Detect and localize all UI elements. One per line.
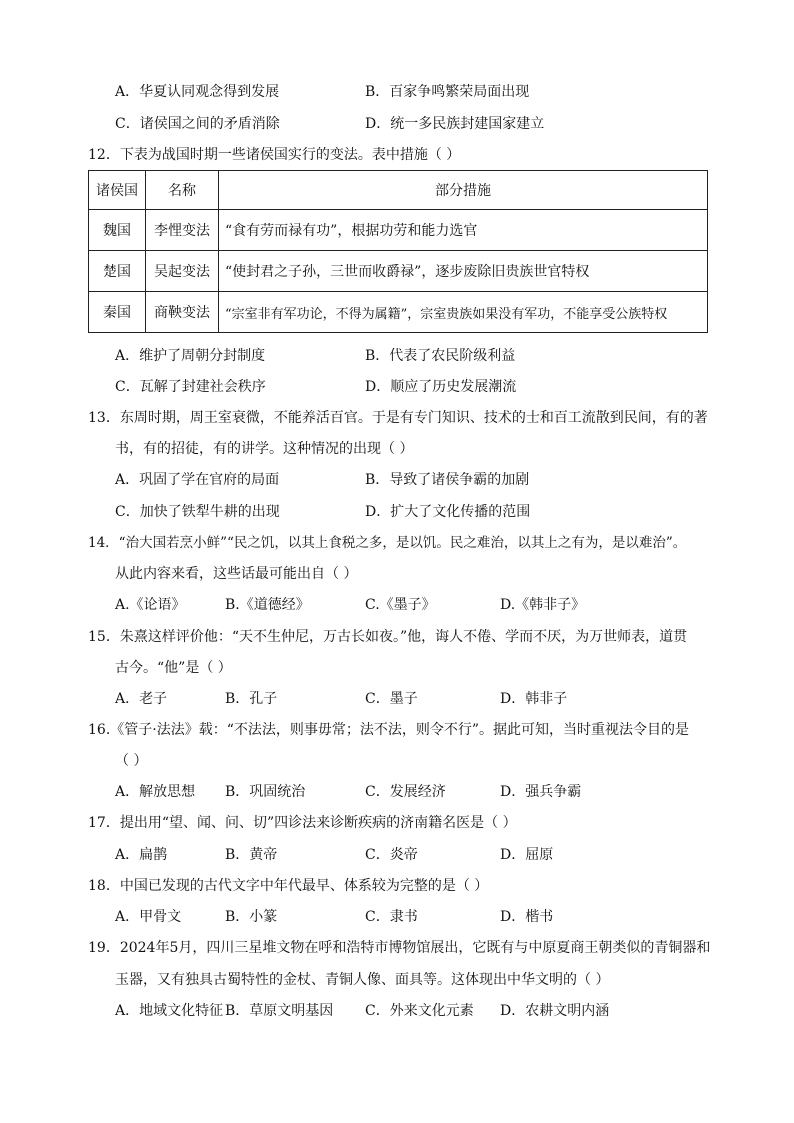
q18-option-d: D．楷书 (500, 909, 554, 925)
q13-option-b: B．导致了诸侯争霸的加剧 (365, 472, 530, 488)
q16-stem-line1: 16.《管子·法法》载：“不法法，则事毋常；法不法，则令不行”。据此可知，当时重视法令目的是 (88, 722, 690, 738)
q14-stem-line2: 从此内容来看，这些话最可能出自（ ） (115, 566, 358, 582)
q18-option-c: C．隶书 (365, 909, 418, 925)
q16-stem-line2: （ ） (115, 753, 148, 769)
table-cell: “食有劳而禄有功”，根据功劳和能力选官 (219, 210, 708, 251)
reform-table (88, 170, 708, 333)
table-header-state: 诸侯国 (89, 171, 146, 210)
q19-option-b: B．草原文明基因 (225, 1003, 334, 1019)
table-cell: 李悝变法 (146, 210, 219, 251)
q18-option-a: A．甲骨文 (115, 909, 182, 925)
q14-stem-line1: 14．“治大国若烹小鲜”“民之饥，以其上食税之多，是以饥。民之难治，以其上之有为，是以难治”。 (88, 535, 687, 551)
q17-option-b: B．黄帝 (225, 847, 278, 863)
q13-option-d: D．扩大了文化传播的范围 (365, 504, 531, 520)
q17-option-c: C．炎帝 (365, 847, 418, 863)
q16-option-b: B．巩固统治 (225, 784, 306, 800)
q15-stem-line2: 古今。“他”是（ ） (115, 660, 232, 676)
table-cell: 商鞅变法 (146, 292, 219, 333)
q11-option-b: B．百家争鸣繁荣局面出现 (365, 84, 530, 100)
q11-option-c: C．诸侯国之间的矛盾消除 (115, 116, 280, 132)
table-cell: 楚国 (89, 251, 146, 292)
q15-option-d: D．韩非子 (500, 691, 568, 707)
q17-option-a: A．扁鹊 (115, 847, 168, 863)
q15-stem-line1: 15．朱熹这样评价他：“天不生仲尼，万古长如夜。”他，诲人不倦、学而不厌，为万世师表，道贯 (88, 629, 688, 645)
table-header-row (89, 171, 708, 210)
table-cell: 秦国 (89, 292, 146, 333)
q18-option-b: B．小篆 (225, 909, 278, 925)
q12-option-d: D．顺应了历史发展潮流 (365, 379, 517, 395)
q17-option-d: D．屈原 (500, 847, 554, 863)
q14-option-b: B.《道德经》 (225, 597, 310, 613)
q16-option-a: A．解放思想 (115, 784, 196, 800)
q12-stem: 12．下表为战国时期一些诸侯国实行的变法。表中措施（ ） (88, 147, 461, 163)
q19-option-d: D．农耕文明内涵 (500, 1003, 610, 1019)
table-row (89, 251, 708, 292)
q12-option-a: A．维护了周朝分封制度 (115, 348, 266, 364)
table-cell: 吴起变法 (146, 251, 219, 292)
q14-option-d: D.《韩非子》 (500, 597, 586, 613)
table-cell: 魏国 (89, 210, 146, 251)
q11-option-d: D．统一多民族封建国家建立 (365, 116, 545, 132)
q16-option-d: D．强兵争霸 (500, 784, 582, 800)
table-cell: “宗室非有军功论，不得为属籍”，宗室贵族如果没有军功，不能享受公族特权 (219, 292, 708, 333)
q13-option-a: A．巩固了学在官府的局面 (115, 472, 280, 488)
table-cell: “使封君之子孙，三世而收爵禄”，逐步废除旧贵族世官特权 (219, 251, 708, 292)
q12-option-b: B．代表了农民阶级利益 (365, 348, 516, 364)
q14-option-a: A.《论语》 (115, 597, 186, 613)
q17-stem: 17．提出用“望、闻、问、切”四诊法来诊断疾病的济南籍名医是（ ） (88, 815, 517, 831)
q19-option-c: C．外来文化元素 (365, 1003, 474, 1019)
q15-option-a: A．老子 (115, 691, 168, 707)
q19-option-a: A．地域文化特征 (115, 1003, 224, 1019)
table-row (89, 292, 708, 333)
q11-option-a: A．华夏认同观念得到发展 (115, 84, 280, 100)
q14-option-c: C.《墨子》 (365, 597, 436, 613)
table-header-name: 名称 (146, 171, 219, 210)
q19-stem-line2: 玉器，又有独具古蜀特性的金杖、青铜人像、面具等。这体现出中华文明的（ ） (115, 972, 610, 988)
q13-option-c: C．加快了铁犁牛耕的出现 (115, 504, 280, 520)
table-header-measures: 部分措施 (219, 171, 708, 210)
q12-option-c: C．瓦解了封建社会秩序 (115, 379, 266, 395)
q13-stem-line2: 书，有的招徒，有的讲学。这种情况的出现（ ） (115, 441, 414, 457)
q15-option-c: C．墨子 (365, 691, 418, 707)
q15-option-b: B．孔子 (225, 691, 278, 707)
q18-stem: 18．中国已发现的古代文字中年代最早、体系较为完整的是（ ） (88, 878, 489, 894)
q16-option-c: C．发展经济 (365, 784, 446, 800)
q13-stem-line1: 13．东周时期，周王室衰微，不能养活百官。于是有专门知识、技术的士和百工流散到民间，有的著 (88, 410, 708, 426)
q19-stem-line1: 19．2024年5月，四川三星堆文物在呼和浩特市博物馆展出，它既有与中原夏商王朝类似的青铜器和 (88, 940, 711, 956)
table-row (89, 210, 708, 251)
